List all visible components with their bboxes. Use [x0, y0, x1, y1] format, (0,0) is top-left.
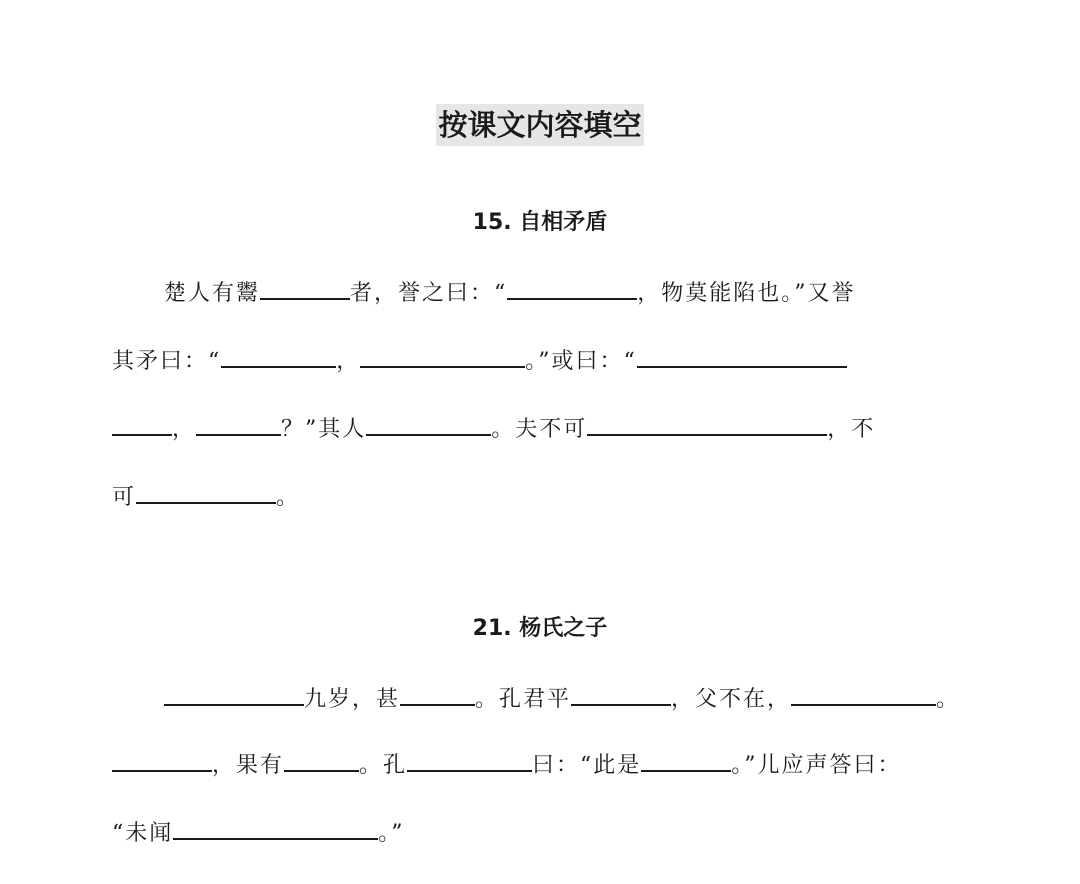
text-segment: 。”或曰：“ [525, 349, 637, 374]
page-title [0, 104, 1080, 146]
fill-blank[interactable] [400, 682, 475, 706]
fill-blank[interactable] [221, 344, 336, 368]
fill-blank[interactable] [366, 412, 491, 436]
fill-blank[interactable] [136, 480, 276, 504]
text-segment: ，物莫能陷也。”又誉 [637, 281, 856, 306]
fill-blank[interactable] [407, 748, 532, 772]
text-segment: 曰：“此是 [532, 753, 642, 778]
text-segment: ，不 [827, 417, 876, 442]
section2-line2 [112, 748, 902, 781]
text-segment: 者，誉之曰：“ [350, 281, 508, 306]
text-segment: ， [172, 417, 197, 442]
fill-blank[interactable] [587, 412, 827, 436]
section2-line1 [164, 682, 960, 715]
text-segment: 。”儿应声答曰： [731, 753, 902, 778]
section1-line2 [112, 344, 847, 377]
text-segment: ，果有 [212, 753, 285, 778]
page-title-text: 按课文内容填空 [436, 104, 643, 146]
text-segment: ，父不在， [671, 687, 792, 712]
text-segment: 九岁，甚 [304, 687, 401, 712]
section2-line3 [112, 816, 405, 849]
fill-blank[interactable] [360, 344, 525, 368]
text-segment: 。” [378, 821, 405, 846]
fill-blank[interactable] [164, 682, 304, 706]
text-segment: 。 [936, 687, 961, 712]
fill-blank[interactable] [112, 748, 212, 772]
fill-blank[interactable] [791, 682, 936, 706]
text-segment: 楚人有鬻 [164, 281, 261, 306]
fill-blank[interactable] [637, 344, 847, 368]
text-segment: 。孔 [359, 753, 408, 778]
section1-line3 [112, 412, 875, 445]
text-segment: ， [336, 349, 361, 374]
fill-blank[interactable] [112, 412, 172, 436]
text-segment: “未闻 [112, 821, 174, 846]
text-segment: ？”其人 [281, 417, 367, 442]
text-segment: 可 [112, 485, 137, 510]
fill-blank[interactable] [507, 276, 637, 300]
fill-blank[interactable] [571, 682, 671, 706]
text-segment: 。孔君平 [475, 687, 572, 712]
fill-blank[interactable] [284, 748, 359, 772]
fill-blank[interactable] [260, 276, 350, 300]
fill-blank[interactable] [641, 748, 731, 772]
text-segment: 其矛曰：“ [112, 349, 222, 374]
section1-line1 [164, 276, 856, 309]
fill-blank[interactable] [196, 412, 281, 436]
text-segment: 。夫不可 [491, 417, 588, 442]
text-segment: 。 [276, 485, 301, 510]
section2-title: 21. 杨氏之子 [472, 616, 608, 641]
section1-line4 [112, 480, 300, 513]
fill-blank[interactable] [173, 816, 378, 840]
section1-title: 15. 自相矛盾 [472, 210, 608, 235]
